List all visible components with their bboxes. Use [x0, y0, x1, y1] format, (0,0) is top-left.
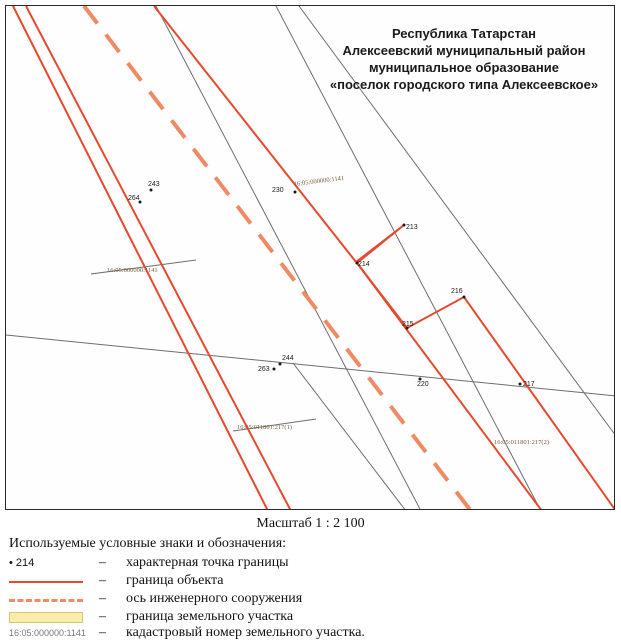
point-label: 230: [272, 187, 284, 194]
legend-dash: –: [99, 555, 106, 570]
cadastral-number-sample: 16:05:000000:1141: [9, 628, 86, 638]
legend-text: кадастровый номер земельного участка.: [126, 625, 365, 640]
legend-symbol-axis: [9, 591, 89, 609]
point-label: 264: [128, 195, 140, 202]
point-label: 214: [358, 261, 370, 268]
legend-dash: –: [99, 609, 106, 624]
cadastral-number-label: 16:05:000000:1141: [107, 267, 158, 274]
boundary-points: [139, 189, 522, 386]
legend-item: [9, 591, 609, 609]
legend-dash: –: [99, 573, 106, 588]
boundary-point: [150, 189, 153, 192]
legend-symbol-cadastral: [9, 625, 89, 643]
point-label: 217: [523, 381, 535, 388]
object-boundary-line: [357, 263, 542, 510]
object-boundary-line: [13, 6, 268, 510]
axis-swatch: [9, 599, 83, 602]
map-frame: [5, 5, 615, 510]
boundary-point-symbol: • 214: [9, 557, 35, 569]
point-label: 220: [417, 381, 429, 388]
legend-item: [9, 573, 609, 591]
legend-title: Используемые условные знаки и обозначения:: [9, 536, 287, 551]
map-scale: Масштаб 1 : 2 100: [256, 516, 365, 531]
object-boundary-line: [26, 6, 291, 510]
legend-text: характерная точка границы: [126, 555, 289, 570]
legend-text: ось инженерного сооружения: [126, 591, 303, 606]
legend-symbol-object-boundary: [9, 573, 89, 591]
object-boundary-line: [356, 225, 615, 510]
title-region: Республика Татарстан: [391, 26, 537, 41]
cadastral-number-label: 16:05:011801:217(1): [237, 424, 293, 431]
legend-item: [9, 555, 609, 573]
legend-text: граница объекта: [126, 573, 224, 588]
legend-text: граница земельного участка: [126, 609, 294, 624]
point-label: 243: [148, 181, 160, 188]
boundary-point: [294, 191, 297, 194]
legend-dash: –: [99, 625, 106, 640]
boundary-point: [463, 296, 466, 299]
title-municipality: муниципальное образование: [369, 60, 559, 75]
boundary-point: [279, 363, 282, 366]
parcel-boundary-swatch: [9, 612, 83, 623]
title-district: Алексеевский муниципальный район: [342, 43, 586, 58]
point-label: 263: [258, 366, 270, 373]
title-block: [324, 26, 604, 96]
point-label: 215: [402, 321, 414, 328]
cadastral-number-label: 16:05:000000:1141: [293, 174, 345, 188]
parcel-boundary-line: [293, 363, 406, 510]
point-label: 213: [406, 224, 418, 231]
legend-dash: –: [99, 591, 106, 606]
boundary-point: [519, 383, 522, 386]
boundary-point: [273, 368, 276, 371]
title-settlement: «поселок городского типа Алексеевское»: [329, 77, 599, 92]
legend-symbol-point: [9, 555, 89, 573]
legend-item: [9, 625, 609, 643]
object-boundary-swatch: [9, 581, 83, 583]
point-label: 216: [451, 288, 463, 295]
point-label: 244: [282, 355, 294, 362]
cadastral-number-label: 16:05:011801:217(2): [494, 439, 550, 446]
